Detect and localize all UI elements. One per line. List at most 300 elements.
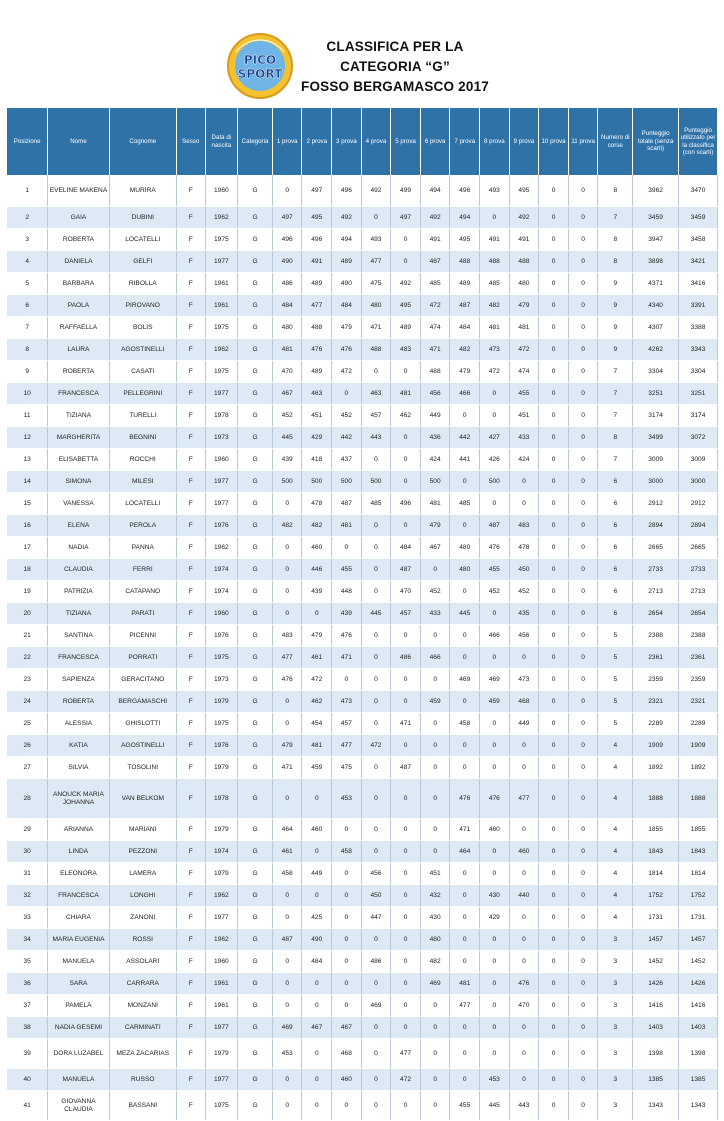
table-cell: 1403 [679, 1017, 718, 1039]
table-cell: 0 [568, 229, 598, 251]
table-cell: 485 [480, 273, 510, 295]
table-row [7, 493, 718, 515]
table-cell: 447 [361, 907, 391, 929]
table-cell: 8 [598, 229, 633, 251]
table-cell: F [176, 515, 205, 537]
table-cell: 477 [391, 1039, 421, 1069]
table-cell: 0 [332, 929, 362, 951]
table-cell: 472 [302, 669, 332, 691]
table-cell: 0 [420, 713, 450, 735]
table-cell: G [238, 907, 273, 929]
table-cell: 5 [598, 669, 633, 691]
table-cell: 467 [302, 1017, 332, 1039]
table-cell: TURELLI [109, 405, 176, 427]
table-cell: 1385 [679, 1069, 718, 1091]
table-cell: 0 [361, 581, 391, 603]
table-cell: DANIELA [48, 251, 109, 273]
table-cell: 499 [391, 175, 421, 207]
table-cell: 0 [568, 757, 598, 779]
table-cell: 0 [332, 995, 362, 1017]
table-cell: 0 [568, 295, 598, 317]
table-cell: 1977 [205, 1069, 238, 1091]
table-cell: 0 [568, 1069, 598, 1091]
table-cell: 3416 [679, 273, 718, 295]
table-cell: 6 [598, 559, 633, 581]
table-cell: 0 [302, 995, 332, 1017]
table-cell: 8 [7, 339, 48, 361]
table-cell: 436 [420, 427, 450, 449]
table-cell: 0 [509, 757, 539, 779]
table-cell: 0 [480, 647, 510, 669]
table-cell: BASSANI [109, 1091, 176, 1121]
table-row [7, 757, 718, 779]
column-header: 8 prova [480, 108, 510, 175]
table-cell: 0 [568, 207, 598, 229]
table-cell: 1974 [205, 559, 238, 581]
table-cell: 30 [7, 841, 48, 863]
table-cell: 0 [539, 251, 569, 273]
table-cell: CARMINATI [109, 1017, 176, 1039]
table-cell: 5 [598, 713, 633, 735]
table-cell: F [176, 907, 205, 929]
table-cell: 3343 [679, 339, 718, 361]
table-cell: 496 [272, 229, 302, 251]
table-cell: 1962 [205, 885, 238, 907]
table-cell: LOCATELLI [109, 229, 176, 251]
table-cell: 487 [391, 757, 421, 779]
table-cell: 1975 [205, 647, 238, 669]
table-cell: 2912 [633, 493, 679, 515]
table-cell: 0 [539, 951, 569, 973]
table-cell: PICENNI [109, 625, 176, 647]
table-cell: 0 [450, 929, 480, 951]
table-cell: 3499 [633, 427, 679, 449]
title-line-3: FOSSO BERGAMASCO 2017 [301, 79, 489, 94]
table-cell: 470 [391, 581, 421, 603]
table-cell: 9 [7, 361, 48, 383]
table-cell: 497 [391, 207, 421, 229]
table-cell: 464 [450, 841, 480, 863]
table-cell: G [238, 929, 273, 951]
table-cell: 482 [272, 515, 302, 537]
table-cell: 0 [568, 581, 598, 603]
table-cell: 490 [332, 273, 362, 295]
table-cell: 456 [420, 383, 450, 405]
table-cell: 459 [302, 757, 332, 779]
table-cell: F [176, 361, 205, 383]
table-cell: 0 [361, 1039, 391, 1069]
table-cell: 0 [391, 625, 421, 647]
table-cell: 0 [568, 251, 598, 273]
table-cell: 0 [272, 713, 302, 735]
table-cell: 449 [420, 405, 450, 427]
table-cell: 16 [7, 515, 48, 537]
table-row [7, 515, 718, 537]
table-cell: 0 [332, 907, 362, 929]
table-cell: 0 [272, 691, 302, 713]
table-cell: 2665 [633, 537, 679, 559]
table-cell: 477 [509, 779, 539, 819]
table-cell: 418 [302, 449, 332, 471]
table-cell: 0 [509, 493, 539, 515]
table-row [7, 863, 718, 885]
table-cell: 433 [509, 427, 539, 449]
table-row [7, 1017, 718, 1039]
table-cell: 488 [420, 361, 450, 383]
table-cell: 426 [480, 449, 510, 471]
table-cell: G [238, 757, 273, 779]
table-cell: 495 [509, 175, 539, 207]
ranking-table-container [7, 108, 718, 1121]
table-cell: 481 [302, 735, 332, 757]
table-cell: 2388 [633, 625, 679, 647]
table-cell: 451 [509, 405, 539, 427]
table-cell: 480 [420, 929, 450, 951]
table-cell: 0 [391, 427, 421, 449]
table-cell: 476 [480, 779, 510, 819]
table-cell: 3 [7, 229, 48, 251]
table-cell: 0 [391, 515, 421, 537]
table-cell: 1398 [633, 1039, 679, 1069]
table-cell: 0 [450, 691, 480, 713]
table-cell: 1416 [633, 995, 679, 1017]
table-cell: 4 [598, 885, 633, 907]
table-cell: 1814 [633, 863, 679, 885]
table-cell: F [176, 735, 205, 757]
table-cell: 0 [332, 863, 362, 885]
table-cell: 460 [302, 819, 332, 841]
table-cell: 0 [361, 449, 391, 471]
table-cell: 0 [539, 779, 569, 819]
table-cell: 0 [361, 207, 391, 229]
table-cell: 0 [509, 819, 539, 841]
table-cell: BERGAMASCHI [109, 691, 176, 713]
table-cell: G [238, 427, 273, 449]
table-cell: 450 [509, 559, 539, 581]
table-cell: 480 [272, 317, 302, 339]
table-cell: 0 [568, 669, 598, 691]
table-cell: 0 [332, 383, 362, 405]
table-cell: 466 [450, 383, 480, 405]
table-cell: 0 [539, 383, 569, 405]
table-cell: SARA [48, 973, 109, 995]
table-cell: 433 [420, 603, 450, 625]
table-cell: 1962 [205, 929, 238, 951]
table-cell: 1977 [205, 493, 238, 515]
table-cell: 0 [420, 669, 450, 691]
table-cell: 449 [509, 713, 539, 735]
table-cell: 1977 [205, 907, 238, 929]
table-cell: 472 [391, 1069, 421, 1091]
table-cell: ELISABETTA [48, 449, 109, 471]
table-cell: 490 [302, 929, 332, 951]
table-row [7, 819, 718, 841]
table-cell: 445 [450, 603, 480, 625]
table-cell: 443 [361, 427, 391, 449]
table-cell: 1416 [679, 995, 718, 1017]
table-cell: 0 [361, 973, 391, 995]
table-cell: 3174 [679, 405, 718, 427]
table-cell: 1978 [205, 405, 238, 427]
table-cell: 2388 [679, 625, 718, 647]
table-cell: 424 [509, 449, 539, 471]
column-header: Sesso [176, 108, 205, 175]
table-cell: 0 [450, 471, 480, 493]
table-cell: BARBARA [48, 273, 109, 295]
table-cell: 439 [302, 581, 332, 603]
table-cell: ROCCHI [109, 449, 176, 471]
table-cell: DUBINI [109, 207, 176, 229]
table-cell: 494 [420, 175, 450, 207]
table-cell: G [238, 647, 273, 669]
page-title [290, 37, 500, 97]
table-cell: G [238, 735, 273, 757]
table-cell: 0 [391, 907, 421, 929]
table-cell: 442 [332, 427, 362, 449]
table-cell: 6 [7, 295, 48, 317]
table-cell: 0 [509, 951, 539, 973]
table-cell: 477 [332, 735, 362, 757]
table-row [7, 1091, 718, 1121]
table-cell: 1973 [205, 427, 238, 449]
table-cell: 491 [420, 229, 450, 251]
table-cell: 0 [450, 907, 480, 929]
table-cell: 3174 [633, 405, 679, 427]
column-header: 7 prova [450, 108, 480, 175]
table-cell: 8 [598, 427, 633, 449]
table-cell: 0 [480, 405, 510, 427]
table-cell: SANTINA [48, 625, 109, 647]
table-cell: 476 [332, 339, 362, 361]
table-cell: PEROLA [109, 515, 176, 537]
table-cell: 476 [450, 779, 480, 819]
table-cell: G [238, 1069, 273, 1091]
table-cell: 0 [568, 951, 598, 973]
table-cell: 450 [361, 885, 391, 907]
table-cell: 0 [539, 317, 569, 339]
table-cell: G [238, 339, 273, 361]
table-cell: CLAUDIA [48, 559, 109, 581]
table-cell: 452 [480, 581, 510, 603]
table-cell: F [176, 273, 205, 295]
table-cell: 487 [272, 929, 302, 951]
table-cell: G [238, 515, 273, 537]
table-cell: MANUELA [48, 951, 109, 973]
table-cell: 453 [480, 1069, 510, 1091]
table-cell: 484 [450, 317, 480, 339]
table-cell: 3470 [679, 175, 718, 207]
table-row [7, 207, 718, 229]
table-cell: 495 [302, 207, 332, 229]
table-cell: 15 [7, 493, 48, 515]
table-cell: MONZANI [109, 995, 176, 1017]
table-cell: 37 [7, 995, 48, 1017]
table-cell: 492 [391, 273, 421, 295]
table-cell: F [176, 449, 205, 471]
table-cell: 479 [332, 317, 362, 339]
table-cell: G [238, 449, 273, 471]
table-cell: 489 [391, 317, 421, 339]
table-cell: 0 [539, 603, 569, 625]
table-cell: 0 [391, 669, 421, 691]
table-cell: 0 [361, 691, 391, 713]
table-cell: PELLEGRINI [109, 383, 176, 405]
table-cell: 3009 [633, 449, 679, 471]
table-cell: F [176, 863, 205, 885]
table-cell: 0 [568, 471, 598, 493]
table-cell: 0 [539, 929, 569, 951]
table-cell: 1962 [205, 339, 238, 361]
table-cell: 494 [332, 229, 362, 251]
table-cell: 492 [509, 207, 539, 229]
table-cell: 468 [509, 691, 539, 713]
table-row [7, 229, 718, 251]
table-cell: 8 [598, 251, 633, 273]
table-cell: 0 [480, 929, 510, 951]
table-cell: 0 [568, 361, 598, 383]
table-cell: 1960 [205, 951, 238, 973]
table-cell: 0 [480, 713, 510, 735]
table-row [7, 929, 718, 951]
table-cell: 478 [302, 493, 332, 515]
table-cell: 467 [272, 383, 302, 405]
table-cell: G [238, 973, 273, 995]
table-cell: 475 [332, 757, 362, 779]
table-cell: AGOSTINELLI [109, 339, 176, 361]
table-cell: F [176, 251, 205, 273]
table-cell: 3962 [633, 175, 679, 207]
table-cell: G [238, 995, 273, 1017]
table-cell: MEZA ZACARIAS [109, 1039, 176, 1069]
table-cell: 0 [391, 735, 421, 757]
table-cell: MILESI [109, 471, 176, 493]
table-cell: 3459 [679, 207, 718, 229]
table-cell: 0 [361, 841, 391, 863]
table-row [7, 995, 718, 1017]
table-cell: CARRARA [109, 973, 176, 995]
table-cell: 0 [539, 493, 569, 515]
table-cell: 9 [598, 317, 633, 339]
table-cell: 0 [272, 1069, 302, 1091]
table-cell: 462 [302, 691, 332, 713]
table-cell: 0 [480, 207, 510, 229]
table-cell: 491 [509, 229, 539, 251]
table-cell: G [238, 251, 273, 273]
table-cell: 0 [361, 537, 391, 559]
table-row [7, 1069, 718, 1091]
table-cell: 480 [361, 295, 391, 317]
table-cell: 0 [332, 537, 362, 559]
table-cell: 32 [7, 885, 48, 907]
table-cell: VANESSA [48, 493, 109, 515]
table-cell: 470 [272, 361, 302, 383]
table-cell: F [176, 647, 205, 669]
table-cell: F [176, 973, 205, 995]
table-cell: 1960 [205, 603, 238, 625]
table-cell: 4307 [633, 317, 679, 339]
table-cell: 21 [7, 625, 48, 647]
table-cell: 0 [391, 951, 421, 973]
table-cell: G [238, 383, 273, 405]
table-row [7, 735, 718, 757]
table-cell: 0 [391, 251, 421, 273]
column-header: 9 prova [509, 108, 539, 175]
ranking-table [7, 108, 718, 1121]
table-cell: 1962 [205, 207, 238, 229]
table-cell: 479 [420, 515, 450, 537]
column-header: Cognome [109, 108, 176, 175]
table-cell: 0 [568, 647, 598, 669]
table-cell: 0 [302, 1039, 332, 1069]
table-cell: 1975 [205, 317, 238, 339]
table-cell: ROBERTA [48, 229, 109, 251]
table-cell: 463 [361, 383, 391, 405]
table-cell: 6 [598, 581, 633, 603]
table-cell: 0 [450, 625, 480, 647]
table-cell: 476 [302, 339, 332, 361]
table-cell: ANOUCK MARIA JOHANNA [48, 779, 109, 819]
table-cell: 26 [7, 735, 48, 757]
table-cell: 446 [302, 559, 332, 581]
table-cell: 0 [480, 1039, 510, 1069]
table-cell: G [238, 229, 273, 251]
table-cell: F [176, 427, 205, 449]
table-cell: ALESSIA [48, 713, 109, 735]
table-cell: 492 [332, 207, 362, 229]
table-cell: KATIA [48, 735, 109, 757]
table-cell: 460 [509, 841, 539, 863]
table-cell: 0 [539, 735, 569, 757]
table-cell: ZANONI [109, 907, 176, 929]
table-cell: 1961 [205, 273, 238, 295]
table-cell: F [176, 691, 205, 713]
table-cell: 0 [539, 295, 569, 317]
table-cell: MURIRA [109, 175, 176, 207]
table-cell: 0 [480, 1017, 510, 1039]
table-cell: 0 [480, 863, 510, 885]
table-cell: 471 [272, 757, 302, 779]
table-cell: PANNA [109, 537, 176, 559]
table-cell: 0 [539, 559, 569, 581]
table-cell: 0 [450, 863, 480, 885]
table-row [7, 295, 718, 317]
table-cell: 2894 [633, 515, 679, 537]
table-row [7, 669, 718, 691]
table-row [7, 973, 718, 995]
table-cell: 0 [361, 713, 391, 735]
table-cell: 466 [420, 647, 450, 669]
table-cell: 0 [361, 559, 391, 581]
table-cell: 1 [7, 175, 48, 207]
table-cell: 425 [302, 907, 332, 929]
table-cell: 489 [332, 251, 362, 273]
table-cell: 0 [420, 1039, 450, 1069]
table-cell: 473 [509, 669, 539, 691]
table-cell: 0 [450, 405, 480, 427]
table-cell: 483 [509, 515, 539, 537]
table-cell: 4371 [633, 273, 679, 295]
table-cell: MARIA EUGENIA [48, 929, 109, 951]
table-cell: F [176, 581, 205, 603]
table-cell: 490 [272, 251, 302, 273]
table-cell: 0 [568, 907, 598, 929]
table-cell: 0 [539, 907, 569, 929]
table-cell: 458 [332, 841, 362, 863]
table-cell: 469 [480, 669, 510, 691]
table-row [7, 559, 718, 581]
table-cell: 1979 [205, 691, 238, 713]
table-cell: 488 [361, 339, 391, 361]
